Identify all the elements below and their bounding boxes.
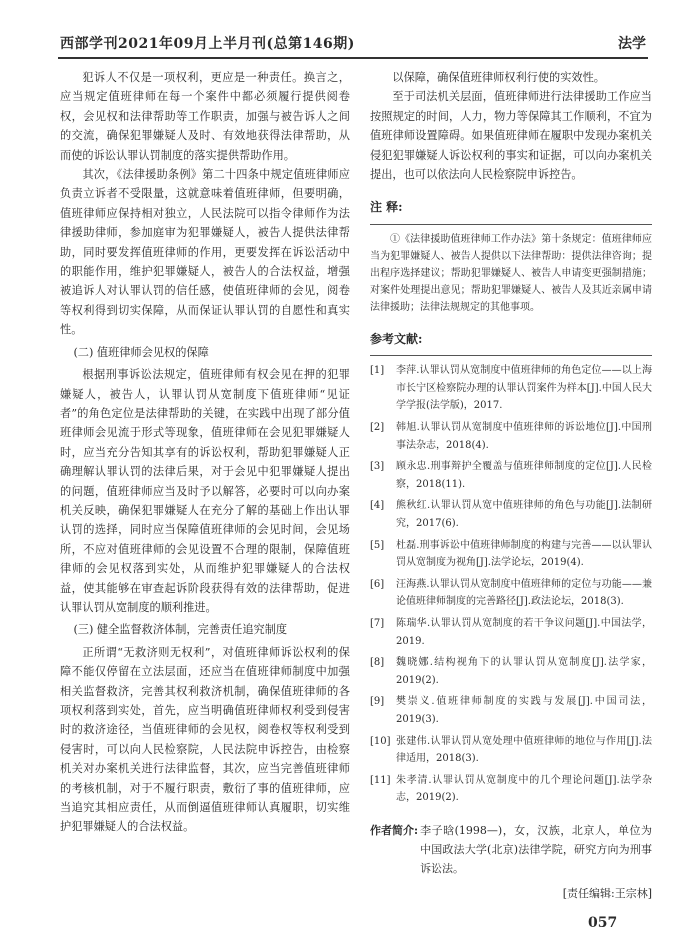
author-bio-label: 作者简介: — [370, 823, 419, 837]
footnote: ①《法律援助值班律师工作办法》第十条规定：值班律师应当为犯罪嫌疑人、被告人提供以下法律帮助：提供法律咨询；提出程序选择建议；帮助犯罪嫌疑人、被告人申请变更强制措施；对案件处理提出意见；帮助犯罪嫌疑人、被告人及其近亲属申请法律援助；法律法规规定的其他事项。 — [370, 233, 652, 313]
body-paragraph: 至于司法机关层面，值班律师进行法律援助工作应当按照规定的时间，人力，物力等保障其工作顺利，不宜为值班律师设置障碍。如果值班律师在履职中发现办案机关侵犯犯罪嫌疑人诉讼权利的事实和证据，可以向办案机关提出，也可以依法向人民检察院申诉控告。 — [370, 90, 652, 182]
author-bio — [370, 821, 652, 878]
notes-section — [370, 231, 652, 316]
reference-item: [6] 汪海燕.认罪认罚从宽制度中值班律师的定位与功能——兼论值班律师制度的完善路径[J].政法论坛，2018(3). — [370, 578, 652, 608]
reference-item: [3] 顾永忠.刑事辩护全覆盖与值班律师制度的定位[J].人民检察，2018(11). — [370, 461, 652, 490]
reference-item: [1] 李萍.认罪认罚从宽制度中值班律师的角色定位——以上海市长宁区检察院办理的认罪认罚案件为样本[J].中国人民大学学报(法学版)，2017. — [370, 365, 652, 412]
header-divider — [58, 57, 648, 59]
body-paragraph: 根据刑事诉讼法规定，值班律师有权会见在押的犯罪嫌疑人，被告人，认罪认罚从宽制度下值班律师“见证者”的角色定位是法律帮助的关键，在实践中出现了部分值班律师会见流于形式等现象，值班律师在会见犯罪嫌疑人时，应当充分告知其享有的诉讼权利，帮助犯罪嫌疑人正确理解认罪认罚的法律后果，对于会见中犯罪嫌疑人提出的问题，值班律师应当及时予以解答，必要时可以向办案机关反映，确保犯罪嫌疑人在充分了解的基础上作出认罪认罚的选择，同时应当保障值班律师的会见时间，会见场所，不应对值班律师的会见设置不合理的限制，保障值班律师的会见权落到实处，从而维护犯罪嫌疑人的合法权益，使其能够在审查起诉阶段获得有效的法律帮助，促进认罪认罚从宽制度的顺利推进。 — [60, 368, 350, 614]
section-label: 法学 — [618, 36, 646, 52]
notes-divider — [370, 224, 652, 225]
right-column — [370, 68, 652, 903]
references-list — [370, 362, 652, 807]
reference-item: [8] 魏晓娜.结构视角下的认罪认罚从宽制度[J].法学家，2019(2). — [370, 657, 652, 686]
body-paragraph: 以保障，确保值班律师权利行使的实效性。 — [392, 71, 605, 84]
body-paragraph: 犯诉人不仅是一项权利，更应是一种责任。换言之，应当规定值班律师在每一个案件中都必须履行提供阅卷权，会见权和法律帮助等工作职责，加强与被告诉人之间的交流，确保犯罪嫌疑人及时、有效地获得法律帮助，从而使的诉讼认罪认罚制度的落实提供帮助作用。 — [60, 71, 350, 162]
notes-heading: 注 释: — [370, 200, 403, 215]
reference-item: [11] 朱孝清.认罪认罚从宽制度中的几个理论问题[J].法学杂志，2019(2). — [370, 774, 652, 804]
reference-item: [9] 樊崇义.值班律师制度的实践与发展[J].中国司法，2019(3). — [370, 696, 652, 725]
reference-item: [10] 张建伟.认罪认罚从宽处理中值班律师的地位与作用[J].法律适用，2018(3). — [370, 735, 652, 765]
page-number: 057 — [588, 915, 618, 931]
subsection-heading: (二) 值班律师会见权的保障 — [73, 345, 209, 359]
reference-item: [2] 韩旭.认罪认罚从宽制度中值班律师的诉讼地位[J].中国刑事法杂志，2018(4). — [370, 422, 652, 451]
body-paragraph: 正所谓“无救济则无权利”，对值班律师诉讼权利的保障不能仅停留在立法层面，还应当在值班律师制度中加强相关监督救济，完善其权利救济机制，确保值班律师的各项权利落到实处，首先，应当明确值班律师权利受到侵害时的救济途径，当值班律师的会见权，阅卷权等权利受到侵害时，可以向人民检察院，人民法院申诉控告，由检察机关对办案机关进行法律监督，其次，应当完善值班律师的考核机制，对于不履行职责，敷衍了事的值班律师，应当追究其相应责任，从而倒逼值班律师认真履职，切实维护犯罪嫌疑人的合法权益。 — [60, 645, 350, 834]
reference-item: [7] 陈瑞华.认罪认罚从宽制度的若干争议问题[J].中国法学，2019. — [370, 617, 652, 647]
subsection-heading: (三) 健全监督救济体制，完善责任追究制度 — [73, 623, 288, 637]
body-paragraph: 其次，《法律援助条例》第二十四条中规定值班律师应负责立诉者不受限量，这就意味着值班律师，但要明确，值班律师应保持相对独立，人民法院可以指令律师作为法律援助律师，参加庭审为犯罪嫌疑人，被告人提供法律帮助，同时要发挥值班律师的作用，更要发挥在诉讼活动中的职能作用，维护犯罪嫌疑人，被告人的合法权益，增强被追诉人对认罪认罚的信任感，使值班律师的会见，阅卷等权利得到切实保障，从而保证认罪认罚的自愿性和真实性。 — [60, 168, 350, 337]
left-column — [60, 68, 350, 837]
author-bio-text: 李子晗(1998—)，女，汉族，北京人，单位为中国政法大学(北京)法律学院，研究方向为刑事诉讼法。 — [420, 823, 652, 875]
editor-credit: [责任编辑:王宗林] — [562, 886, 652, 900]
references-divider — [370, 355, 652, 356]
references-heading: 参考文献: — [370, 331, 423, 346]
journal-header: 西部学刊2021年09月上半月刊(总第146期) — [60, 36, 355, 52]
reference-item: [5] 杜磊.刑事诉讼中值班律师制度的构建与完善——以认罪认罚从宽制度为视角[J].法学论坛，2019(4). — [370, 539, 652, 569]
reference-item: [4] 熊秋红.认罪认罚从宽中值班律师的角色与功能[J].法制研究，2017(6). — [370, 500, 652, 529]
